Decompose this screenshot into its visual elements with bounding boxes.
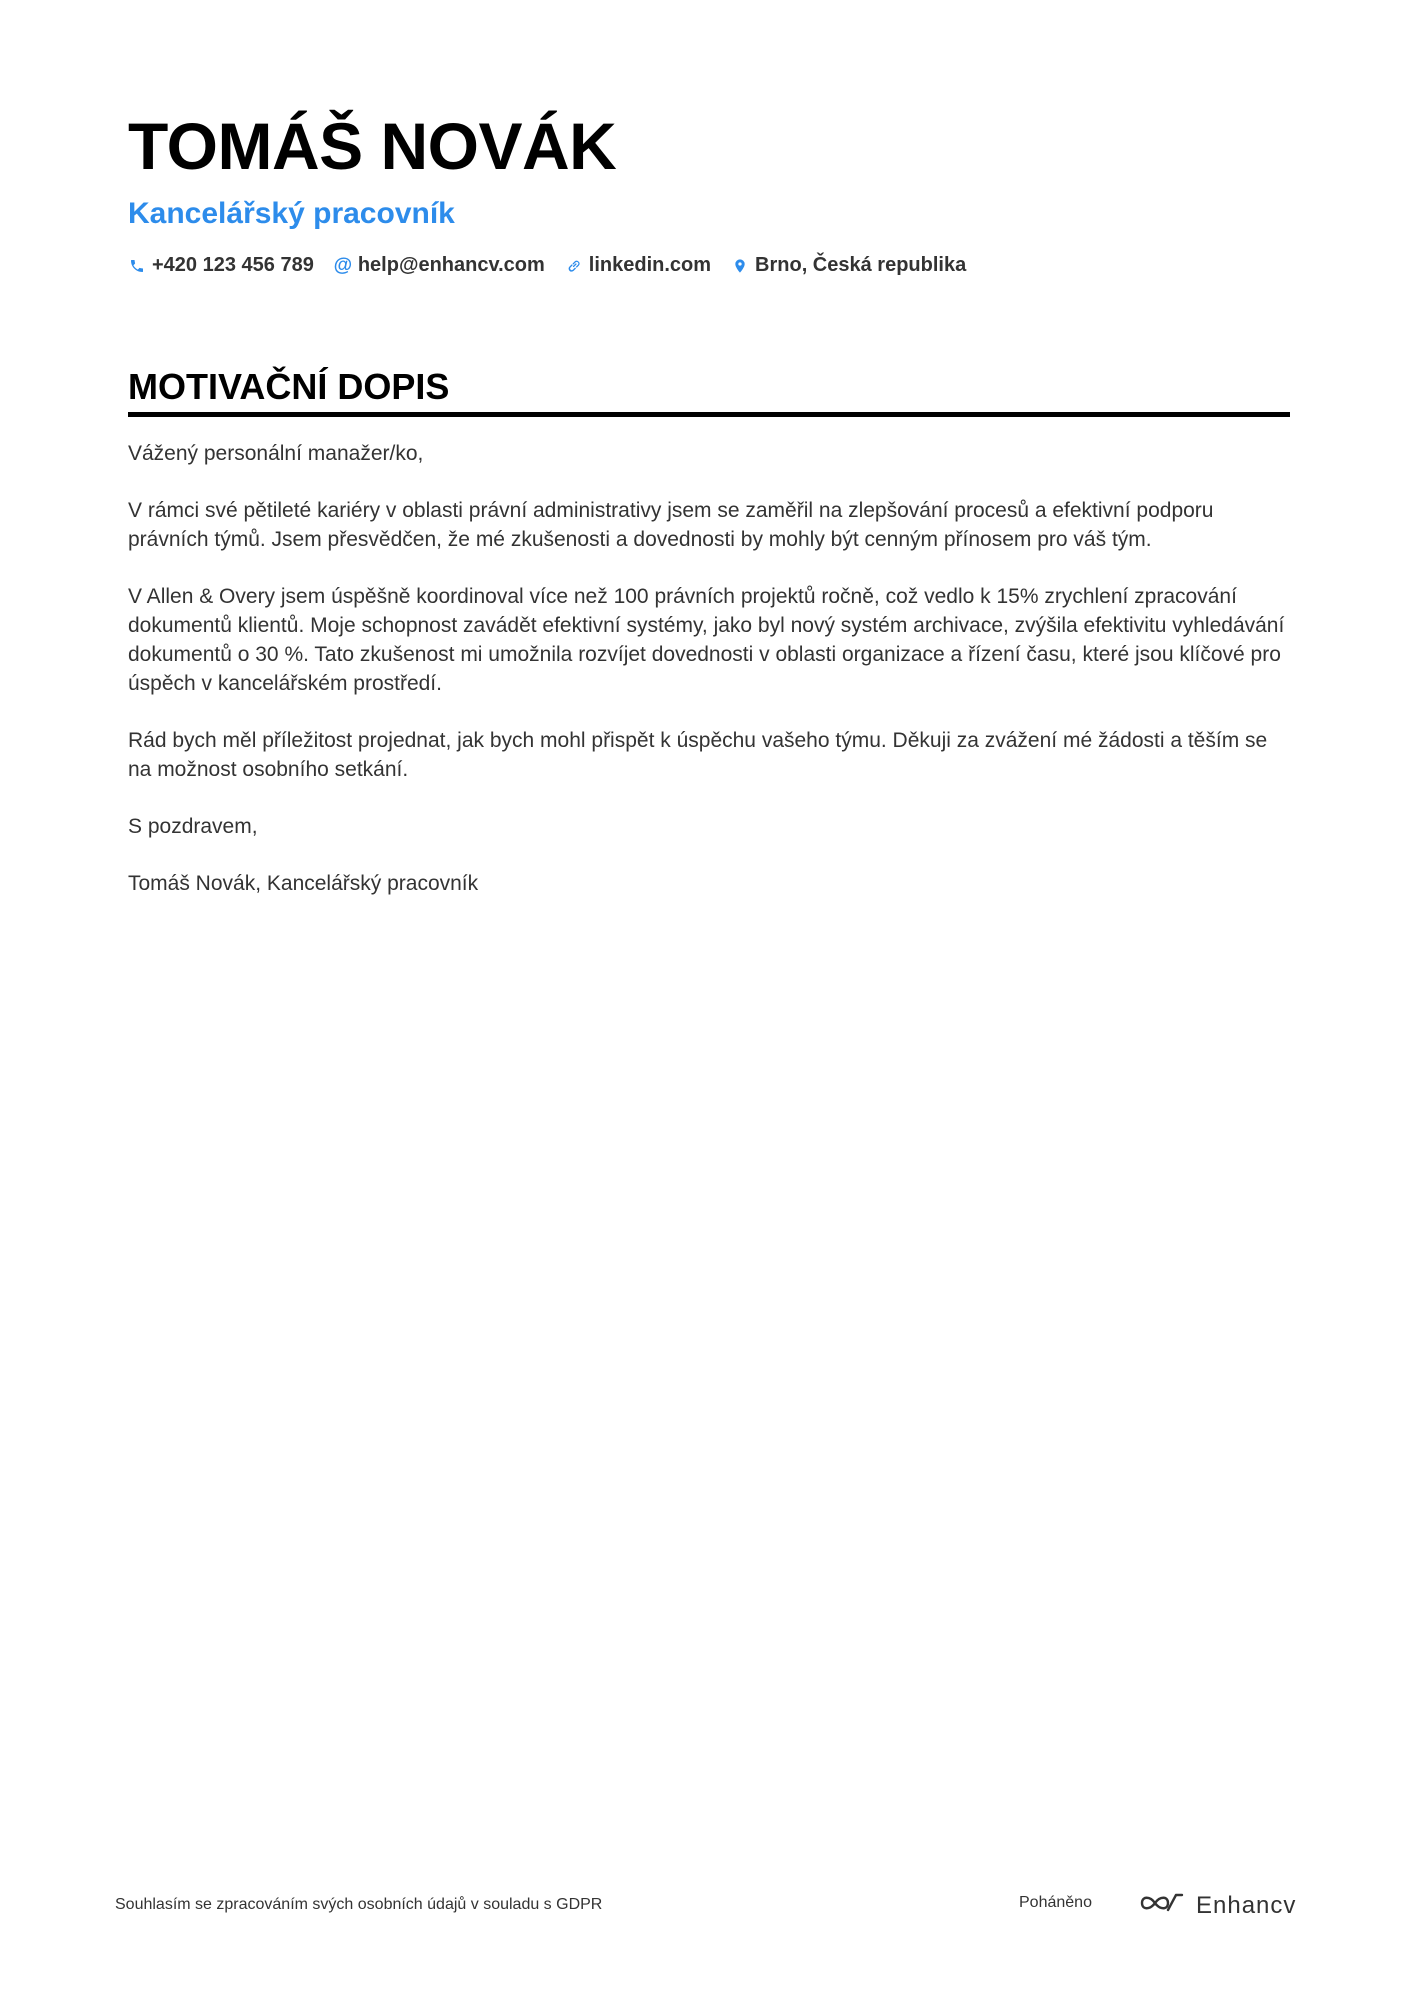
contact-bar xyxy=(128,254,1288,277)
closing: S pozdravem, xyxy=(128,815,258,838)
contact-phone xyxy=(128,254,314,277)
location-pin-icon xyxy=(731,257,749,275)
enhancv-brand[interactable] xyxy=(1138,1890,1296,1921)
at-icon: @ xyxy=(333,254,353,276)
letter-paragraph: Rád bych měl příležitost projednat, jak bych mohl přispět k úspěchu vašeho týmu. Děkuji za zvážení mé žádosti a těším se na možnost osobního setkání. xyxy=(128,729,1268,781)
section-title: MOTIVAČNÍ DOPIS xyxy=(128,364,1290,417)
job-title: Kancelářský pracovník xyxy=(128,197,455,230)
location-text: Brno, Česká republika xyxy=(755,254,967,276)
salutation: Vážený personální manažer/ko, xyxy=(128,442,424,465)
phone-icon xyxy=(128,257,146,275)
gdpr-consent: Souhlasím se zpracováním svých osobních údajů v souladu s GDPR xyxy=(115,1896,603,1913)
header xyxy=(128,108,1288,277)
enhancv-logo-icon xyxy=(1138,1890,1184,1921)
linkedin-text[interactable]: linkedin.com xyxy=(588,254,712,276)
brand-name: Enhancv xyxy=(1196,1891,1297,1919)
candidate-name: TOMÁŠ NOVÁK xyxy=(128,109,617,183)
cover-letter-section xyxy=(128,364,1290,926)
letter-body xyxy=(128,439,1290,898)
letter-paragraph: V rámci své pětileté kariéry v oblasti právní administrativy jsem se zaměřil na zlepšování procesů a efektivní podporu právních týmů. Jsem přesvědčen, že mé zkušenosti a dovednosti by mohly být cenným přínosem pro váš tým. xyxy=(128,499,1214,551)
link-icon xyxy=(565,257,583,275)
email-text[interactable]: help@enhancv.com xyxy=(357,254,545,276)
footer xyxy=(115,1890,1297,1920)
letter-paragraph: V Allen & Overy jsem úspěšně koordinoval více než 100 právních projektů ročně, což vedlo k 15% zrychlení zpracování dokumentů klientů. Moje schopnost zavádět efektivní systémy, jako byl nový systém archivace, zvýšila efektivitu vyhledávání dokumentů o 30 %. Tato zkušenost mi umožnila rozvíjet dovednosti v oblasti organizace a řízení času, které jsou klíčové pro úspěch v kancelářském prostředí. xyxy=(128,585,1285,695)
powered-by-label: Poháněno xyxy=(1019,1894,1092,1911)
contact-location xyxy=(731,254,966,277)
contact-linkedin xyxy=(565,254,711,277)
phone-text: +420 123 456 789 xyxy=(152,254,314,276)
contact-email xyxy=(334,254,545,277)
signature: Tomáš Novák, Kancelářský pracovník xyxy=(128,872,479,895)
